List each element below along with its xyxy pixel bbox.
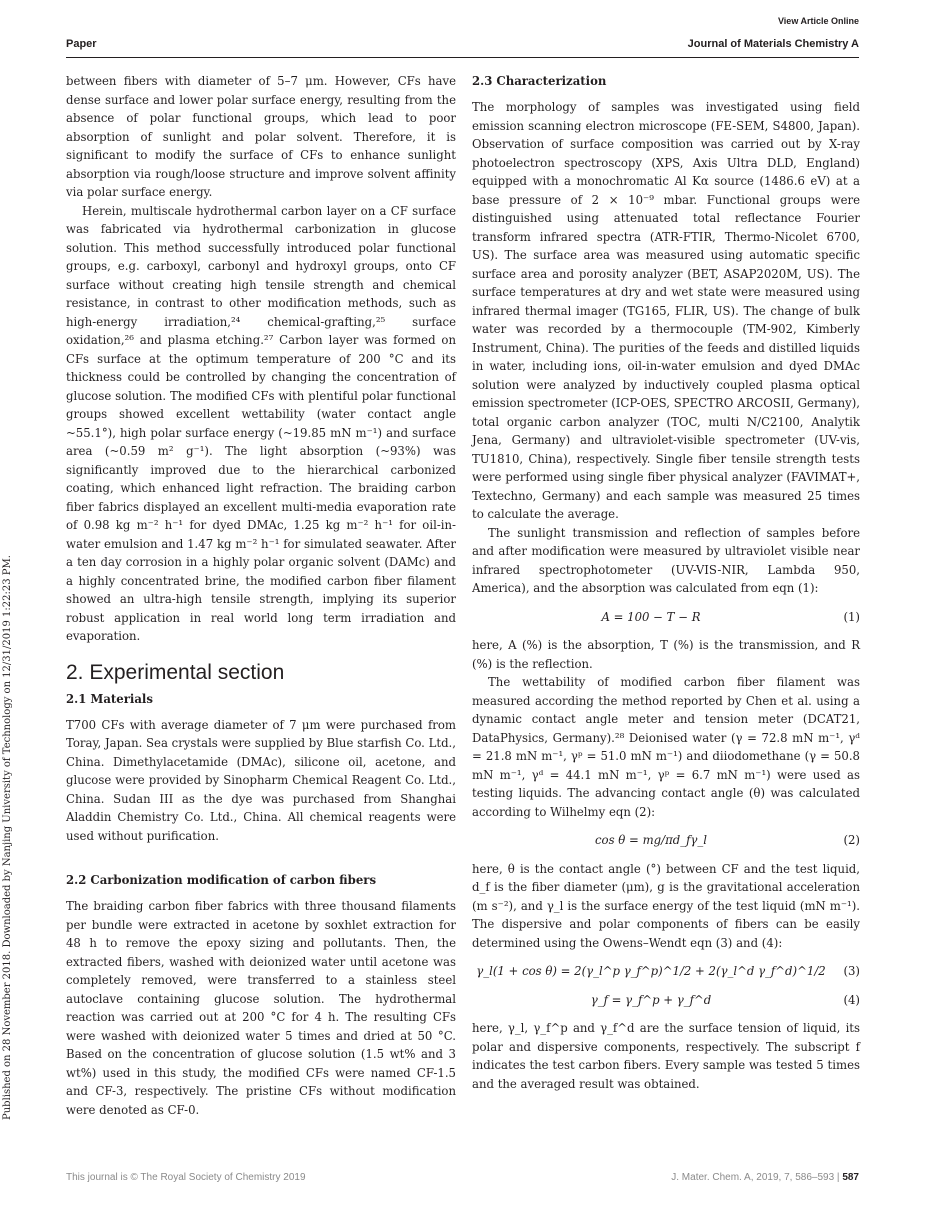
running-header-section: Paper <box>66 38 97 50</box>
view-article-online-link[interactable]: View Article Online <box>777 16 859 26</box>
equation-3 <box>472 962 860 981</box>
carbonization-paragraph: The braiding carbon fiber fabrics with three thousand filaments per bundle were extracted in acetone by soxhlet extraction for 48 h to remove the epoxy sizing and pollutants. Then, the extracted fibers, washed with deionized water until acetone was completely removed, were transferred to a stainless steel autoclave containing glucose solution. The hydrothermal reaction was carried out at 200 °C for 4 h. The resulting CFs were washed with deionized water 5 times and dried at 50 °C. Based on the concentration of glucose solution (1.5 wt% and 3 wt%) used in this study, the modified CFs were named CF-1.5 and CF-3, respectively. The pristine CFs without modification were denoted as CF-0. <box>66 899 456 1117</box>
equation-1 <box>472 608 860 627</box>
characterization-paragraph-5: here, θ is the contact angle (°) between CF and the test liquid, d_f is the fiber diameter (μm), g is the gravitational acceleration (m s⁻²), and γ_l is the surface energy of the test liquid (mN m⁻¹). The dispersive and polar components of fibers can be easily determined using the Owens–Wendt eqn (3) and (4): <box>472 861 860 950</box>
materials-paragraph: T700 CFs with average diameter of 7 μm were purchased from Toray, Japan. Sea crystals were supplied by Blue starfish Co. Ltd., China. Dimethylacetamide (DMAc), silicone oil, acetone, and glucose were provided by Sinopharm Chemical Reagent Co. Ltd., China. Sudan III as the dye was purchased from Shanghai Aladdin Chemistry Co. Ltd., China. All chemical reagents were used without purification. <box>66 717 456 843</box>
characterization-paragraph-1: The morphology of samples was investigated using field emission scanning electron microscope (FE-SEM, S4800, Japan). Observation of surface composition was carried out by X-ray photoelectron spectroscopy (XPS, Axis Ultra DLD, England) equipped with a monochromatic Al Kα source (1486.6 eV) at a base pressure of 2 × 10⁻⁹ mbar. Functional groups were distinguished using attenuated total reflectance Fourier transform infrared spectra (ATR-FTIR, Thermo-Nicolet 6700, US). The surface area was measured using automatic specific surface area and porosity analyzer (BET, ASAP2020M, US). The surface temperatures at dry and wet state were measured using infrared thermal imager (TG165, FLIR, US). The change of bulk water was recorded by a thermocouple (TM-902, Kimberly Instrument, China). The purities of the feeds and distilled liquids in water, including ions, oil-in-water emulsion and dyed DMAc solution were analyzed by inductively coupled plasma optical emission spectrometer (ICP-OES, SPECTRO ARCOSII, Germany), total organic carbon analyzer (TOC, multi N/C2100, Analytik Jena, Germany) and ultraviolet-visible spectrometer (UV-vis, TU1810, China), respectively. Single fiber tensile strength tests were performed using single fiber physical analyzer (FAVIMAT+, Textechno, Germany) and each sample was measured 25 times to calculate the average. <box>472 100 860 521</box>
right-column <box>472 72 860 1093</box>
page-number: 587 <box>842 1172 859 1183</box>
left-column <box>66 72 456 1119</box>
publication-side-note: Published on 28 November 2018. Downloaded by Nanjing University of Technology on 12/31/2019 1:22:23 PM. <box>2 555 13 1120</box>
equation-1-number: (1) <box>843 609 860 624</box>
characterization-paragraph-6: here, γ_l, γ_f^p and γ_f^d are the surface tension of liquid, its polar and dispersive components, respectively. The subscript f indicates the test carbon fibers. Every sample was tested 5 times and the averaged result was obtained. <box>472 1021 860 1091</box>
equation-4-number: (4) <box>843 992 860 1007</box>
intro-paragraph-1: between fibers with diameter of 5–7 μm. However, CFs have dense surface and lower polar surface energy, resulting from the absence of polar functional groups, which lead to poor absorption of sunlight and polar solvent. Therefore, it is significant to modify the surface of CFs to enhance sunlight absorption via rough/loose structure and improve solvent affinity via polar surface energy. <box>66 74 456 199</box>
header-divider <box>66 57 859 58</box>
equation-2-body: cos θ = mg/πd_fγ_l <box>595 833 707 847</box>
equation-1-body: A = 100 − T − R <box>601 609 701 624</box>
footer-copyright: This journal is © The Royal Society of Chemistry 2019 <box>66 1172 306 1183</box>
equation-2-number: (2) <box>843 833 860 847</box>
equation-3-body: γ_l(1 + cos θ) = 2(γ_l^p γ_f^p)^1/2 + 2(γ_l^d γ_f^d)^1/2 <box>476 964 826 978</box>
section-title: 2. Experimental section <box>66 660 285 684</box>
equation-3-number: (3) <box>843 964 860 978</box>
characterization-paragraph-2: The sunlight transmission and reflection of samples before and after modification were measured by ultraviolet visible near infrared spectrophotometer (UV-VIS-NIR, Lambda 950, America), and the absorption was calculated from eqn (1): <box>472 525 860 595</box>
subsection-carbonization-title: 2.2 Carbonization modification of carbon fibers <box>66 873 377 887</box>
footer-citation-text: J. Mater. Chem. A, 2019, 7, 586–593 <box>671 1172 835 1183</box>
footer-separator: | <box>836 1172 843 1183</box>
intro-paragraph-2: Herein, multiscale hydrothermal carbon layer on a CF surface was fabricated via hydrothermal carbonization in glucose solution. This method successfully introduced polar functional groups, e.g. carboxyl, carbonyl and hydroxyl groups, onto CF surface without creating high tensile strength and chemical resistance, in contrast to other modification methods, such as high-energy irradiation,²⁴ chemical-grafting,²⁵ surface oxidation,²⁶ and plasma etching.²⁷ Carbon layer was formed on CFs surface at the optimum temperature of 200 °C and its thickness could be controlled by changing the concentration of glucose solution. The modified CFs with plentiful polar functional groups showed excellent wettability (water contact angle ~55.1°), high polar surface energy (~19.85 mN m⁻¹) and surface area (~0.59 m² g⁻¹). The light absorption (~93%) was significantly improved due to the hierarchical carbonized coating, which enhanced light refraction. The braiding carbon fiber fabrics displayed an excellent multi-media evaporation rate of 0.98 kg m⁻² h⁻¹ for dyed DMAc, 1.25 kg m⁻² h⁻¹ for oil-in-water emulsion and 1.47 kg m⁻² h⁻¹ for simulated seawater. After a ten day corrosion in a highly polar organic solvent (DAMc) and a highly concentrated brine, the modified carbon fiber filament showed an ultra-high tensile strength, implying its superior robust application in real world long term irradiation and evaporation. <box>66 203 456 643</box>
equation-4-body: γ_f = γ_f^p + γ_f^d <box>590 992 712 1007</box>
subsection-materials-title: 2.1 Materials <box>66 691 153 706</box>
footer-citation <box>671 1172 859 1183</box>
equation-4 <box>472 991 860 1010</box>
running-header-journal: Journal of Materials Chemistry A <box>687 38 859 50</box>
equation-2 <box>472 831 860 850</box>
characterization-paragraph-3: here, A (%) is the absorption, T (%) is the transmission, and R (%) is the reflection. <box>472 638 860 671</box>
subsection-characterization-title: 2.3 Characterization <box>472 74 607 88</box>
characterization-paragraph-4: The wettability of modified carbon fiber filament was measured according the method reported by Chen et al. using a dynamic contact angle meter and tension meter (DCAT21, DataPhysics, Germany).²⁸ Deionised water (γ = 72.8 mN m⁻¹, γᵈ = 21.8 mN m⁻¹, γᵖ = 51.0 mN m⁻¹) and diiodomethane (γ = 50.8 mN m⁻¹, γᵈ = 44.1 mN m⁻¹, γᵖ = 6.7 mN m⁻¹) were used as testing liquids. The advancing contact angle (θ) was calculated according to Wilhelmy eqn (2): <box>472 675 860 819</box>
